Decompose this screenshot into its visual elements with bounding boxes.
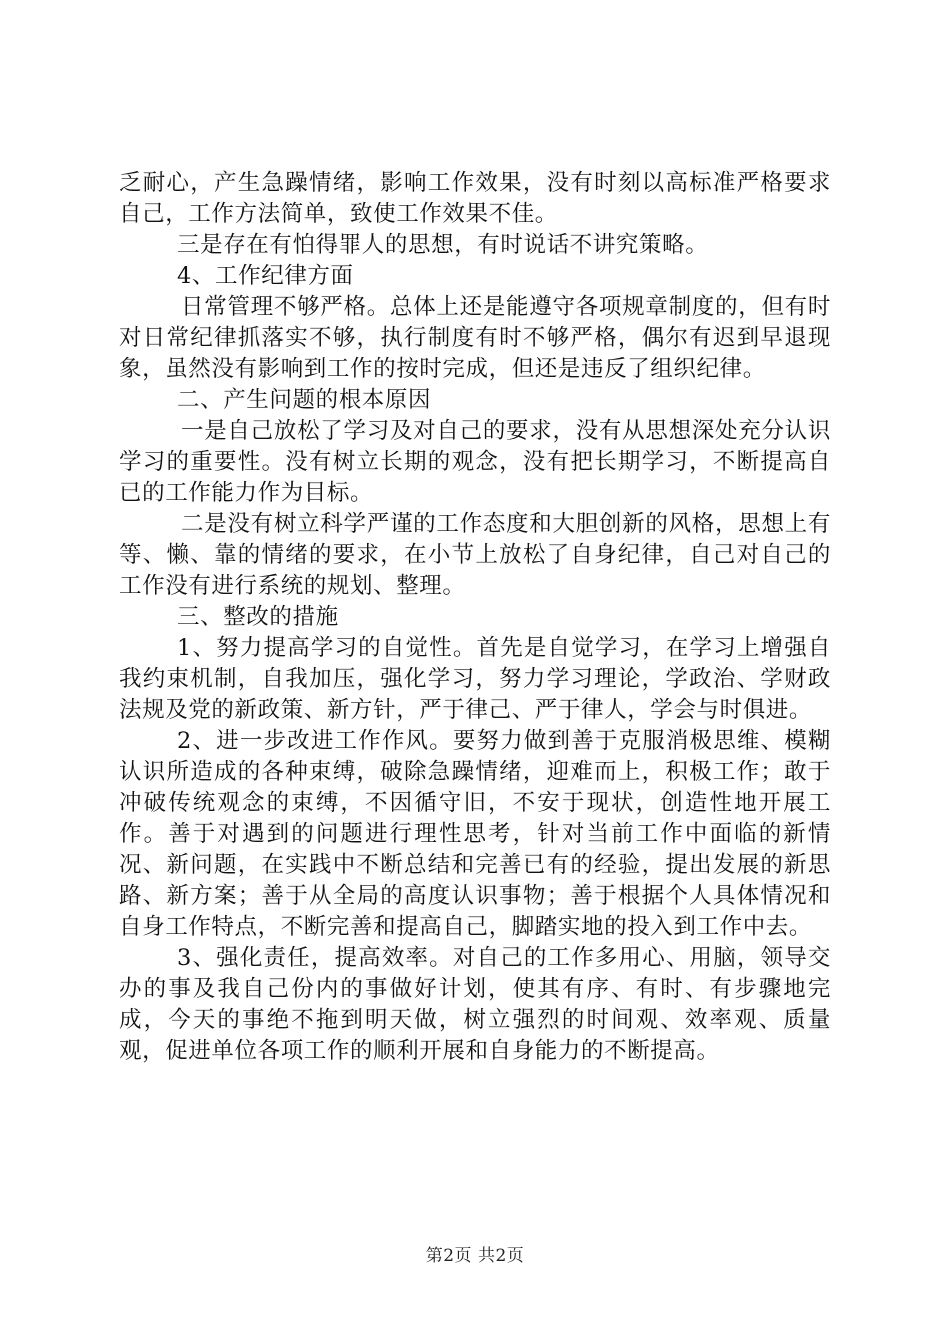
paragraph-daily-management: 日常管理不够严格。总体上还是能遵守各项规章制度的，但有时对日常纪律抓落实不够，执行制度有时不够严格，偶尔有迟到早退现象，虽然没有影响到工作的按时完成，但还是违反了组织纪律。	[119, 294, 831, 382]
heading-root-causes: 二、产生问题的根本原因	[177, 387, 432, 413]
paragraph-measure-three: 3、强化责任，提高效率。对自己的工作多用心、用脑，领导交办的事及我自己份内的事做好计划，使其有序、有时、有步骤地完成，今天的事绝不拖到明天做，树立强烈的时间观、效率观、质量观，促进单位各项工作的顺利开展和自身能力的不断提高。	[119, 945, 831, 1064]
paragraph-measure-two: 2、进一步改进工作作风。要努力做到善于克服消极思维、模糊认识所造成的各种束缚，破除急躁情绪，迎难而上，积极工作；敢于冲破传统观念的束缚，不因循守旧，不安于现状，创造性地开展工作。善于对遇到的问题进行理性思考，针对当前工作中面临的新情况、新问题，在实践中不断总结和完善已有的经验，提出发展的新思路、新方案；善于从全局的高度认识事物；善于根据个人具体情况和自身工作特点，不断完善和提高自己，脚踏实地的投入到工作中去。	[119, 728, 831, 940]
document-body	[119, 168, 831, 1067]
paragraph-cause-two: 二是没有树立科学严谨的工作态度和大胆创新的风格，思想上有等、懒、靠的情绪的要求，在小节上放松了自身纪律，自己对自己的工作没有进行系统的规划、整理。	[119, 511, 831, 599]
paragraph-measure-one: 1、努力提高学习的自觉性。首先是自觉学习，在学习上增强自我约束机制，自我加压，强化学习，努力学习理论，学政治、学财政法规及党的新政策、新方针，严于律己、严于律人，学会与时俱进。	[119, 635, 831, 723]
paragraph-cause-one: 一是自己放松了学习及对自己的要求，没有从思想深处充分认识学习的重要性。没有树立长期的观念，没有把长期学习，不断提高自已的工作能力作为目标。	[119, 418, 831, 506]
page-number-footer: 第2页 共2页	[425, 1246, 525, 1266]
heading-work-discipline: 4、工作纪律方面	[177, 263, 354, 289]
heading-rectification-measures: 三、整改的措施	[177, 604, 339, 630]
paragraph-continuation: 乏耐心，产生急躁情绪，影响工作效果，没有时刻以高标准严格要求自己，工作方法简单，致使工作效果不佳。	[119, 170, 831, 227]
paragraph-point-three: 三是存在有怕得罪人的思想，有时说话不讲究策略。	[177, 232, 709, 258]
